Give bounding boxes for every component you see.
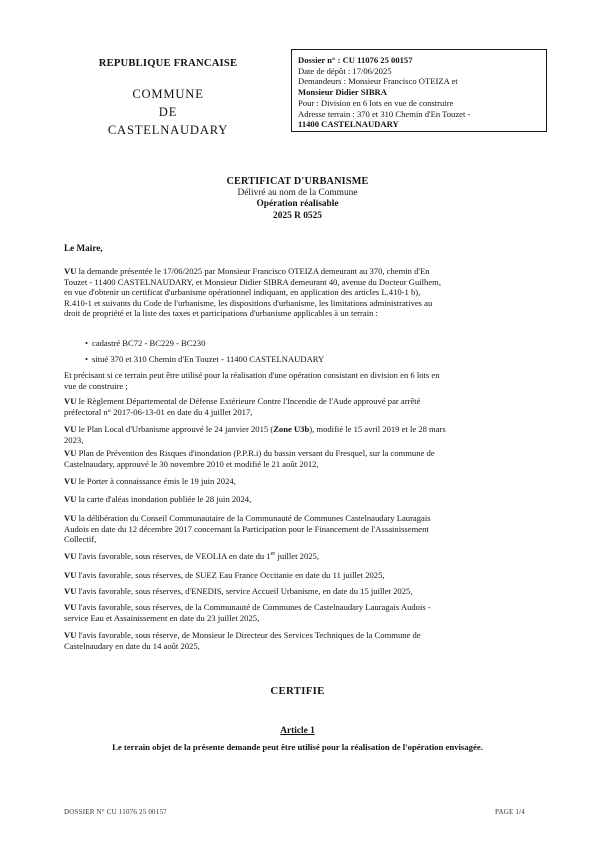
footer-dossier: DOSSIER N° CU 11076 25 00157 bbox=[64, 808, 167, 816]
vu-plu-line-2: 2023, bbox=[64, 434, 84, 445]
vu-delib-line-1 bbox=[64, 513, 523, 524]
bullet-icon: • bbox=[85, 354, 89, 364]
vu-veolia-text-a: l'avis favorable, sous réserves, de VEOLIA en date du 1 bbox=[76, 551, 271, 561]
vu-label: VU bbox=[64, 266, 77, 276]
vu-delib-text: la délibération du Conseil Communautaire de la Communauté de Communes Castelnaudary Lauragais bbox=[76, 513, 431, 523]
commune-header bbox=[70, 58, 266, 139]
vu-demande-text-1: la demande présentée le 17/06/2025 par Monsieur Francisco OTEIZA demeurant au 370, chemin d'En bbox=[76, 266, 430, 276]
article-1-text: Le terrain objet de la présente demande peut être utilisé pour la réalisation de l'opération envisagée. bbox=[112, 742, 483, 752]
certificat-urbanisme-title: CERTIFICAT D'URBANISME bbox=[226, 176, 369, 187]
vu-enedis-text: l'avis favorable, sous réserves, d'ENEDIS, service Accueil Urbanisme, en date du 15 juillet 2025, bbox=[76, 586, 413, 596]
vu-carte-line bbox=[64, 494, 523, 505]
vu-label: VU bbox=[64, 424, 77, 434]
delivre-au-nom: Délivré au nom de la Commune bbox=[237, 187, 358, 198]
vu-demande-line-2: Touzet - 11400 CASTELNAUDARY, et Monsieur Didier SIBRA demeurant 40, avenue du Docteur Guilhem, bbox=[64, 276, 441, 287]
vu-rddeci-text: le Règlement Départemental de Défense Extérieure Contre l'Incendie de l'Aude approuvé par arrêté bbox=[76, 396, 421, 406]
vu-label: VU bbox=[64, 476, 77, 486]
vu-ppri-line-1 bbox=[64, 448, 523, 459]
vu-veolia-line bbox=[64, 551, 523, 562]
vu-label: VU bbox=[64, 513, 77, 523]
ordinal-superscript: er bbox=[270, 551, 276, 558]
vu-cc-line-1 bbox=[64, 602, 523, 613]
republique-francaise: REPUBLIQUE FRANCAISE bbox=[98, 58, 238, 69]
vu-ppri bbox=[64, 448, 523, 469]
vu-delib-line-2: Audois en date du 12 décembre 2017 concernant la Participation pour le Financement de l'Assainissement bbox=[64, 523, 429, 534]
precisant-line-2: vue de construire ; bbox=[64, 380, 128, 391]
vu-rddeci-line-1 bbox=[64, 396, 523, 407]
operation-status: Opération réalisable bbox=[256, 199, 339, 210]
vu-label: VU bbox=[64, 494, 77, 504]
vu-carte bbox=[64, 494, 523, 505]
adresse-terrain: Adresse terrain : 370 et 310 Chemin d'En Touzet - bbox=[298, 108, 471, 119]
vu-label: VU bbox=[64, 396, 77, 406]
vu-plu-text-b: ), modifié le 15 avril 2019 et le 28 mars bbox=[309, 424, 446, 434]
le-maire: Le Maire, bbox=[64, 243, 103, 253]
bullet-situe bbox=[85, 354, 325, 365]
vu-enedis-line bbox=[64, 586, 523, 597]
precisant-line-1: Et précisant si ce terrain peut être utilisé pour la réalisation d'une opération consistant en division en 6 lots en bbox=[64, 370, 440, 380]
vu-label: VU bbox=[64, 570, 77, 580]
article-1-title: Article 1 bbox=[280, 726, 315, 736]
vu-label: VU bbox=[64, 551, 77, 561]
vu-cc-text: l'avis favorable, sous réserves, de la Communauté de Communes de Castelnaudary Lauragais Audois - bbox=[76, 602, 431, 612]
dossier-info-box bbox=[291, 49, 547, 132]
commune-name bbox=[70, 85, 266, 139]
vu-porter-line bbox=[64, 476, 523, 487]
vu-label: VU bbox=[64, 630, 77, 640]
vu-dst-text: l'avis favorable, sous réserve, de Monsieur le Directeur des Services Techniques de la Commune de bbox=[76, 630, 421, 640]
vu-delib-line-3: Collectif, bbox=[64, 534, 97, 545]
vu-demande-line-1 bbox=[64, 266, 523, 277]
vu-directeur bbox=[64, 630, 523, 651]
vu-ppri-line-2: Castelnaudary, approuvé le 30 novembre 2010 et modifié le 21 août 2012, bbox=[64, 458, 319, 469]
vu-label: VU bbox=[64, 602, 77, 612]
bullet-cadastre bbox=[85, 338, 206, 349]
certificate-title bbox=[0, 176, 595, 222]
bullet-cadastre-text: cadastré BC72 - BC229 - BC230 bbox=[92, 338, 206, 348]
objet-demande: Pour : Division en 6 lots en vue de construire bbox=[298, 97, 454, 108]
vu-veolia bbox=[64, 551, 523, 562]
footer-page: PAGE 1/4 bbox=[495, 808, 525, 816]
vu-cc-line-2: service Eau et Assainissement en date du 23 juillet 2025, bbox=[64, 612, 260, 623]
vu-demande-line-4: R.410-1 et suivants du Code de l'urbanisme, les dispositions d'urbanisme, les limitations administratives au bbox=[64, 297, 433, 308]
bullet-icon: • bbox=[85, 338, 89, 348]
vu-rddeci bbox=[64, 396, 523, 417]
vu-plu-text-a: le Plan Local d'Urbanisme approuvé le 24 janvier 2015 ( bbox=[76, 424, 274, 434]
vu-deliberation bbox=[64, 513, 523, 545]
demandeurs: Demandeurs : Monsieur Francisco OTEIZA et bbox=[298, 76, 458, 87]
vu-dst-line-1 bbox=[64, 630, 523, 641]
adresse-terrain-ville: 11400 CASTELNAUDARY bbox=[298, 119, 399, 130]
vu-demande-line-5: droit de propriété et la liste des taxes et participations d'urbanisme applicables à un terrain : bbox=[64, 308, 378, 319]
precisant bbox=[64, 370, 523, 391]
certifie-heading: CERTIFIE bbox=[270, 685, 325, 697]
vu-porter bbox=[64, 476, 523, 487]
vu-veolia-text-b: juillet 2025, bbox=[275, 551, 319, 561]
vu-label: VU bbox=[64, 586, 77, 596]
vu-enedis bbox=[64, 586, 523, 597]
vu-demande bbox=[64, 266, 523, 319]
vu-plu-line-1 bbox=[64, 424, 523, 435]
vu-demande-line-3: en vue d'obtenir un certificat d'urbanisme opérationnel indiquant, en application des articles L.410-1 b), bbox=[64, 287, 421, 298]
dossier-number: Dossier n° : CU 11076 25 00157 bbox=[298, 55, 413, 65]
vu-porter-text: le Porter à connaissance émis le 19 juin 2024, bbox=[76, 476, 236, 486]
vu-dst-line-2: Castelnaudary en date du 14 août 2025, bbox=[64, 640, 200, 651]
vu-rddeci-line-2: préfectoral n° 2017-06-13-01 en date du 4 juillet 2017, bbox=[64, 406, 253, 417]
commune-line-2: DE bbox=[158, 105, 178, 119]
demandeur-2: Monsieur Didier SIBRA bbox=[298, 87, 387, 98]
vu-plu bbox=[64, 424, 523, 445]
certificat-number: 2025 R 0525 bbox=[273, 210, 322, 221]
vu-suez-text: l'avis favorable, sous réserves, de SUEZ Eau France Occitanie en date du 11 juillet 2025, bbox=[76, 570, 385, 580]
vu-suez bbox=[64, 570, 523, 581]
commune-line-3: CASTELNAUDARY bbox=[107, 123, 229, 137]
commune-line-1: COMMUNE bbox=[132, 87, 204, 101]
bullet-situe-text: situé 370 et 310 Chemin d'En Touzet - 11400 CASTELNAUDARY bbox=[92, 354, 325, 364]
vu-carte-text: la carte d'aléas inondation publiée le 28 juin 2024, bbox=[76, 494, 252, 504]
zone-plu: Zone U3b bbox=[273, 424, 310, 434]
date-depot: Date de dépôt : 17/06/2025 bbox=[298, 65, 392, 76]
vu-suez-line bbox=[64, 570, 523, 581]
vu-label: VU bbox=[64, 448, 77, 458]
vu-ppri-text: Plan de Prévention des Risques d'inondation (P.P.R.i) du bassin versant du Fresquel, sur la commune de bbox=[76, 448, 435, 458]
vu-communaute bbox=[64, 602, 523, 623]
